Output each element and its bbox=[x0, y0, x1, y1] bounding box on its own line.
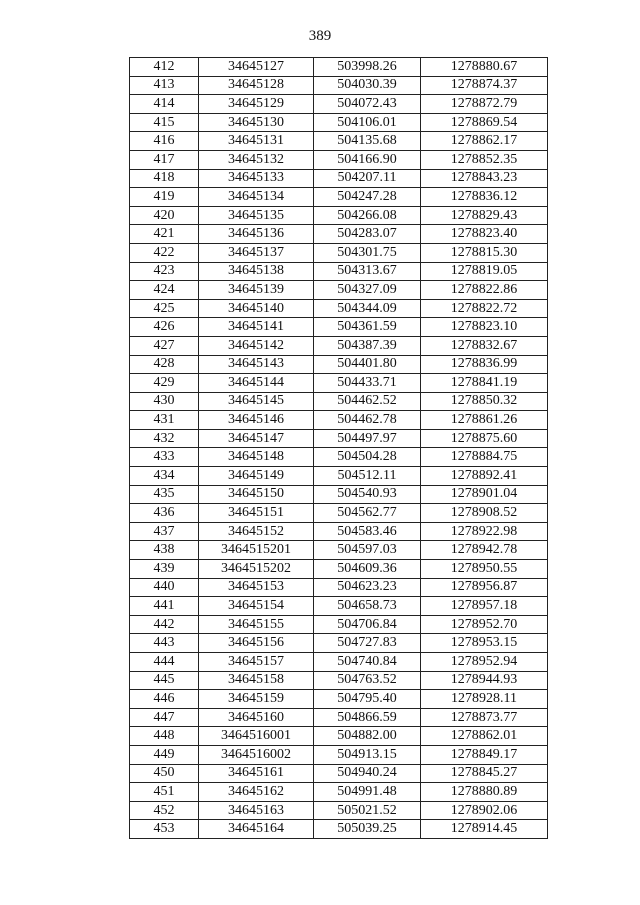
y-coordinate-cell: 1278862.01 bbox=[421, 727, 548, 746]
row-index-cell: 418 bbox=[130, 169, 199, 188]
x-coordinate-cell: 503998.26 bbox=[314, 58, 421, 77]
point-id-cell: 34645153 bbox=[199, 578, 314, 597]
x-coordinate-cell: 504207.11 bbox=[314, 169, 421, 188]
x-coordinate-cell: 504913.15 bbox=[314, 745, 421, 764]
x-coordinate-cell: 504344.09 bbox=[314, 299, 421, 318]
point-id-cell: 34645140 bbox=[199, 299, 314, 318]
point-id-cell: 34645148 bbox=[199, 448, 314, 467]
point-id-cell: 34645138 bbox=[199, 262, 314, 281]
table-row bbox=[130, 597, 548, 616]
row-index-cell: 444 bbox=[130, 653, 199, 672]
row-index-cell: 443 bbox=[130, 634, 199, 653]
row-index-cell: 453 bbox=[130, 820, 199, 839]
table-body bbox=[130, 58, 548, 839]
y-coordinate-cell: 1278841.19 bbox=[421, 374, 548, 393]
x-coordinate-cell: 504623.23 bbox=[314, 578, 421, 597]
row-index-cell: 432 bbox=[130, 429, 199, 448]
table-row bbox=[130, 132, 548, 151]
point-id-cell: 34645127 bbox=[199, 58, 314, 77]
x-coordinate-cell: 504562.77 bbox=[314, 504, 421, 523]
row-index-cell: 428 bbox=[130, 355, 199, 374]
table-row bbox=[130, 374, 548, 393]
row-index-cell: 429 bbox=[130, 374, 199, 393]
y-coordinate-cell: 1278872.79 bbox=[421, 95, 548, 114]
point-id-cell: 34645152 bbox=[199, 522, 314, 541]
point-id-cell: 34645135 bbox=[199, 206, 314, 225]
x-coordinate-cell: 504462.52 bbox=[314, 392, 421, 411]
table-row bbox=[130, 522, 548, 541]
table-row bbox=[130, 727, 548, 746]
y-coordinate-cell: 1278928.11 bbox=[421, 690, 548, 709]
point-id-cell: 34645163 bbox=[199, 801, 314, 820]
x-coordinate-cell: 504504.28 bbox=[314, 448, 421, 467]
table-row bbox=[130, 76, 548, 95]
y-coordinate-cell: 1278849.17 bbox=[421, 745, 548, 764]
x-coordinate-cell: 504540.93 bbox=[314, 485, 421, 504]
y-coordinate-cell: 1278875.60 bbox=[421, 429, 548, 448]
table-row bbox=[130, 429, 548, 448]
point-id-cell: 34645154 bbox=[199, 597, 314, 616]
point-id-cell: 34645160 bbox=[199, 708, 314, 727]
row-index-cell: 437 bbox=[130, 522, 199, 541]
point-id-cell: 34645157 bbox=[199, 653, 314, 672]
x-coordinate-cell: 504740.84 bbox=[314, 653, 421, 672]
y-coordinate-cell: 1278874.37 bbox=[421, 76, 548, 95]
table-row bbox=[130, 411, 548, 430]
point-id-cell: 34645136 bbox=[199, 225, 314, 244]
row-index-cell: 442 bbox=[130, 615, 199, 634]
table-row bbox=[130, 634, 548, 653]
point-id-cell: 3464516001 bbox=[199, 727, 314, 746]
row-index-cell: 452 bbox=[130, 801, 199, 820]
point-id-cell: 34645141 bbox=[199, 318, 314, 337]
y-coordinate-cell: 1278942.78 bbox=[421, 541, 548, 560]
table-row bbox=[130, 783, 548, 802]
row-index-cell: 416 bbox=[130, 132, 199, 151]
x-coordinate-cell: 504727.83 bbox=[314, 634, 421, 653]
y-coordinate-cell: 1278914.45 bbox=[421, 820, 548, 839]
point-id-cell: 34645164 bbox=[199, 820, 314, 839]
point-id-cell: 34645131 bbox=[199, 132, 314, 151]
point-id-cell: 34645151 bbox=[199, 504, 314, 523]
table-row bbox=[130, 225, 548, 244]
y-coordinate-cell: 1278953.15 bbox=[421, 634, 548, 653]
y-coordinate-cell: 1278950.55 bbox=[421, 560, 548, 579]
x-coordinate-cell: 504763.52 bbox=[314, 671, 421, 690]
y-coordinate-cell: 1278880.67 bbox=[421, 58, 548, 77]
point-id-cell: 34645134 bbox=[199, 188, 314, 207]
table-row bbox=[130, 58, 548, 77]
table-row bbox=[130, 206, 548, 225]
row-index-cell: 419 bbox=[130, 188, 199, 207]
x-coordinate-cell: 504462.78 bbox=[314, 411, 421, 430]
point-id-cell: 34645130 bbox=[199, 113, 314, 132]
row-index-cell: 433 bbox=[130, 448, 199, 467]
y-coordinate-cell: 1278922.98 bbox=[421, 522, 548, 541]
point-id-cell: 34645129 bbox=[199, 95, 314, 114]
point-id-cell: 34645155 bbox=[199, 615, 314, 634]
y-coordinate-cell: 1278873.77 bbox=[421, 708, 548, 727]
y-coordinate-cell: 1278850.32 bbox=[421, 392, 548, 411]
table-row bbox=[130, 95, 548, 114]
row-index-cell: 446 bbox=[130, 690, 199, 709]
x-coordinate-cell: 504106.01 bbox=[314, 113, 421, 132]
y-coordinate-cell: 1278869.54 bbox=[421, 113, 548, 132]
x-coordinate-cell: 504247.28 bbox=[314, 188, 421, 207]
y-coordinate-cell: 1278952.94 bbox=[421, 653, 548, 672]
x-coordinate-cell: 504583.46 bbox=[314, 522, 421, 541]
x-coordinate-cell: 504882.00 bbox=[314, 727, 421, 746]
point-id-cell: 34645150 bbox=[199, 485, 314, 504]
x-coordinate-cell: 504301.75 bbox=[314, 243, 421, 262]
y-coordinate-cell: 1278957.18 bbox=[421, 597, 548, 616]
y-coordinate-cell: 1278902.06 bbox=[421, 801, 548, 820]
y-coordinate-cell: 1278843.23 bbox=[421, 169, 548, 188]
table-row bbox=[130, 653, 548, 672]
row-index-cell: 413 bbox=[130, 76, 199, 95]
table-row bbox=[130, 188, 548, 207]
x-coordinate-cell: 504266.08 bbox=[314, 206, 421, 225]
row-index-cell: 420 bbox=[130, 206, 199, 225]
x-coordinate-cell: 504597.03 bbox=[314, 541, 421, 560]
row-index-cell: 422 bbox=[130, 243, 199, 262]
table-row bbox=[130, 113, 548, 132]
row-index-cell: 415 bbox=[130, 113, 199, 132]
x-coordinate-cell: 504991.48 bbox=[314, 783, 421, 802]
y-coordinate-cell: 1278852.35 bbox=[421, 150, 548, 169]
x-coordinate-cell: 504072.43 bbox=[314, 95, 421, 114]
row-index-cell: 438 bbox=[130, 541, 199, 560]
y-coordinate-cell: 1278836.12 bbox=[421, 188, 548, 207]
row-index-cell: 439 bbox=[130, 560, 199, 579]
point-id-cell: 34645128 bbox=[199, 76, 314, 95]
row-index-cell: 423 bbox=[130, 262, 199, 281]
row-index-cell: 430 bbox=[130, 392, 199, 411]
table-row bbox=[130, 504, 548, 523]
point-id-cell: 34645132 bbox=[199, 150, 314, 169]
table-row bbox=[130, 560, 548, 579]
point-id-cell: 34645144 bbox=[199, 374, 314, 393]
y-coordinate-cell: 1278862.17 bbox=[421, 132, 548, 151]
row-index-cell: 414 bbox=[130, 95, 199, 114]
row-index-cell: 451 bbox=[130, 783, 199, 802]
y-coordinate-cell: 1278823.10 bbox=[421, 318, 548, 337]
y-coordinate-cell: 1278815.30 bbox=[421, 243, 548, 262]
y-coordinate-cell: 1278880.89 bbox=[421, 783, 548, 802]
point-id-cell: 34645159 bbox=[199, 690, 314, 709]
x-coordinate-cell: 504609.36 bbox=[314, 560, 421, 579]
row-index-cell: 448 bbox=[130, 727, 199, 746]
table-row bbox=[130, 801, 548, 820]
table-row bbox=[130, 392, 548, 411]
y-coordinate-cell: 1278822.72 bbox=[421, 299, 548, 318]
coordinates-table bbox=[129, 57, 548, 839]
point-id-cell: 34645142 bbox=[199, 336, 314, 355]
table-row bbox=[130, 281, 548, 300]
row-index-cell: 447 bbox=[130, 708, 199, 727]
table-row bbox=[130, 578, 548, 597]
point-id-cell: 34645137 bbox=[199, 243, 314, 262]
row-index-cell: 425 bbox=[130, 299, 199, 318]
point-id-cell: 34645139 bbox=[199, 281, 314, 300]
y-coordinate-cell: 1278884.75 bbox=[421, 448, 548, 467]
table-row bbox=[130, 485, 548, 504]
table-row bbox=[130, 299, 548, 318]
table-row bbox=[130, 355, 548, 374]
row-index-cell: 424 bbox=[130, 281, 199, 300]
y-coordinate-cell: 1278836.99 bbox=[421, 355, 548, 374]
x-coordinate-cell: 504497.97 bbox=[314, 429, 421, 448]
point-id-cell: 34645143 bbox=[199, 355, 314, 374]
x-coordinate-cell: 504433.71 bbox=[314, 374, 421, 393]
table-row bbox=[130, 671, 548, 690]
point-id-cell: 34645161 bbox=[199, 764, 314, 783]
row-index-cell: 434 bbox=[130, 467, 199, 486]
x-coordinate-cell: 504327.09 bbox=[314, 281, 421, 300]
page-number: 389 bbox=[308, 28, 332, 44]
y-coordinate-cell: 1278829.43 bbox=[421, 206, 548, 225]
row-index-cell: 450 bbox=[130, 764, 199, 783]
row-index-cell: 426 bbox=[130, 318, 199, 337]
x-coordinate-cell: 504706.84 bbox=[314, 615, 421, 634]
row-index-cell: 441 bbox=[130, 597, 199, 616]
table-row bbox=[130, 318, 548, 337]
x-coordinate-cell: 504283.07 bbox=[314, 225, 421, 244]
y-coordinate-cell: 1278944.93 bbox=[421, 671, 548, 690]
table-row bbox=[130, 690, 548, 709]
row-index-cell: 440 bbox=[130, 578, 199, 597]
x-coordinate-cell: 504387.39 bbox=[314, 336, 421, 355]
point-id-cell: 34645162 bbox=[199, 783, 314, 802]
y-coordinate-cell: 1278823.40 bbox=[421, 225, 548, 244]
table-row bbox=[130, 764, 548, 783]
y-coordinate-cell: 1278861.26 bbox=[421, 411, 548, 430]
table-row bbox=[130, 243, 548, 262]
table-row bbox=[130, 615, 548, 634]
row-index-cell: 435 bbox=[130, 485, 199, 504]
row-index-cell: 421 bbox=[130, 225, 199, 244]
x-coordinate-cell: 504135.68 bbox=[314, 132, 421, 151]
table-row bbox=[130, 467, 548, 486]
y-coordinate-cell: 1278908.52 bbox=[421, 504, 548, 523]
row-index-cell: 417 bbox=[130, 150, 199, 169]
row-index-cell: 431 bbox=[130, 411, 199, 430]
y-coordinate-cell: 1278901.04 bbox=[421, 485, 548, 504]
point-id-cell: 34645147 bbox=[199, 429, 314, 448]
point-id-cell: 3464515201 bbox=[199, 541, 314, 560]
point-id-cell: 34645145 bbox=[199, 392, 314, 411]
x-coordinate-cell: 504361.59 bbox=[314, 318, 421, 337]
x-coordinate-cell: 504658.73 bbox=[314, 597, 421, 616]
table-row bbox=[130, 150, 548, 169]
point-id-cell: 34645149 bbox=[199, 467, 314, 486]
x-coordinate-cell: 504401.80 bbox=[314, 355, 421, 374]
y-coordinate-cell: 1278822.86 bbox=[421, 281, 548, 300]
x-coordinate-cell: 504940.24 bbox=[314, 764, 421, 783]
point-id-cell: 34645146 bbox=[199, 411, 314, 430]
x-coordinate-cell: 504030.39 bbox=[314, 76, 421, 95]
x-coordinate-cell: 504166.90 bbox=[314, 150, 421, 169]
y-coordinate-cell: 1278952.70 bbox=[421, 615, 548, 634]
point-id-cell: 3464516002 bbox=[199, 745, 314, 764]
x-coordinate-cell: 505039.25 bbox=[314, 820, 421, 839]
table-row bbox=[130, 169, 548, 188]
row-index-cell: 445 bbox=[130, 671, 199, 690]
table-row bbox=[130, 745, 548, 764]
x-coordinate-cell: 504795.40 bbox=[314, 690, 421, 709]
y-coordinate-cell: 1278832.67 bbox=[421, 336, 548, 355]
x-coordinate-cell: 504313.67 bbox=[314, 262, 421, 281]
point-id-cell: 34645156 bbox=[199, 634, 314, 653]
x-coordinate-cell: 504512.11 bbox=[314, 467, 421, 486]
point-id-cell: 3464515202 bbox=[199, 560, 314, 579]
row-index-cell: 436 bbox=[130, 504, 199, 523]
row-index-cell: 412 bbox=[130, 58, 199, 77]
row-index-cell: 449 bbox=[130, 745, 199, 764]
table-row bbox=[130, 262, 548, 281]
y-coordinate-cell: 1278956.87 bbox=[421, 578, 548, 597]
table-row bbox=[130, 708, 548, 727]
y-coordinate-cell: 1278819.05 bbox=[421, 262, 548, 281]
y-coordinate-cell: 1278845.27 bbox=[421, 764, 548, 783]
table-row bbox=[130, 448, 548, 467]
y-coordinate-cell: 1278892.41 bbox=[421, 467, 548, 486]
table-row bbox=[130, 541, 548, 560]
table-row bbox=[130, 820, 548, 839]
point-id-cell: 34645133 bbox=[199, 169, 314, 188]
x-coordinate-cell: 504866.59 bbox=[314, 708, 421, 727]
point-id-cell: 34645158 bbox=[199, 671, 314, 690]
x-coordinate-cell: 505021.52 bbox=[314, 801, 421, 820]
table-row bbox=[130, 336, 548, 355]
row-index-cell: 427 bbox=[130, 336, 199, 355]
